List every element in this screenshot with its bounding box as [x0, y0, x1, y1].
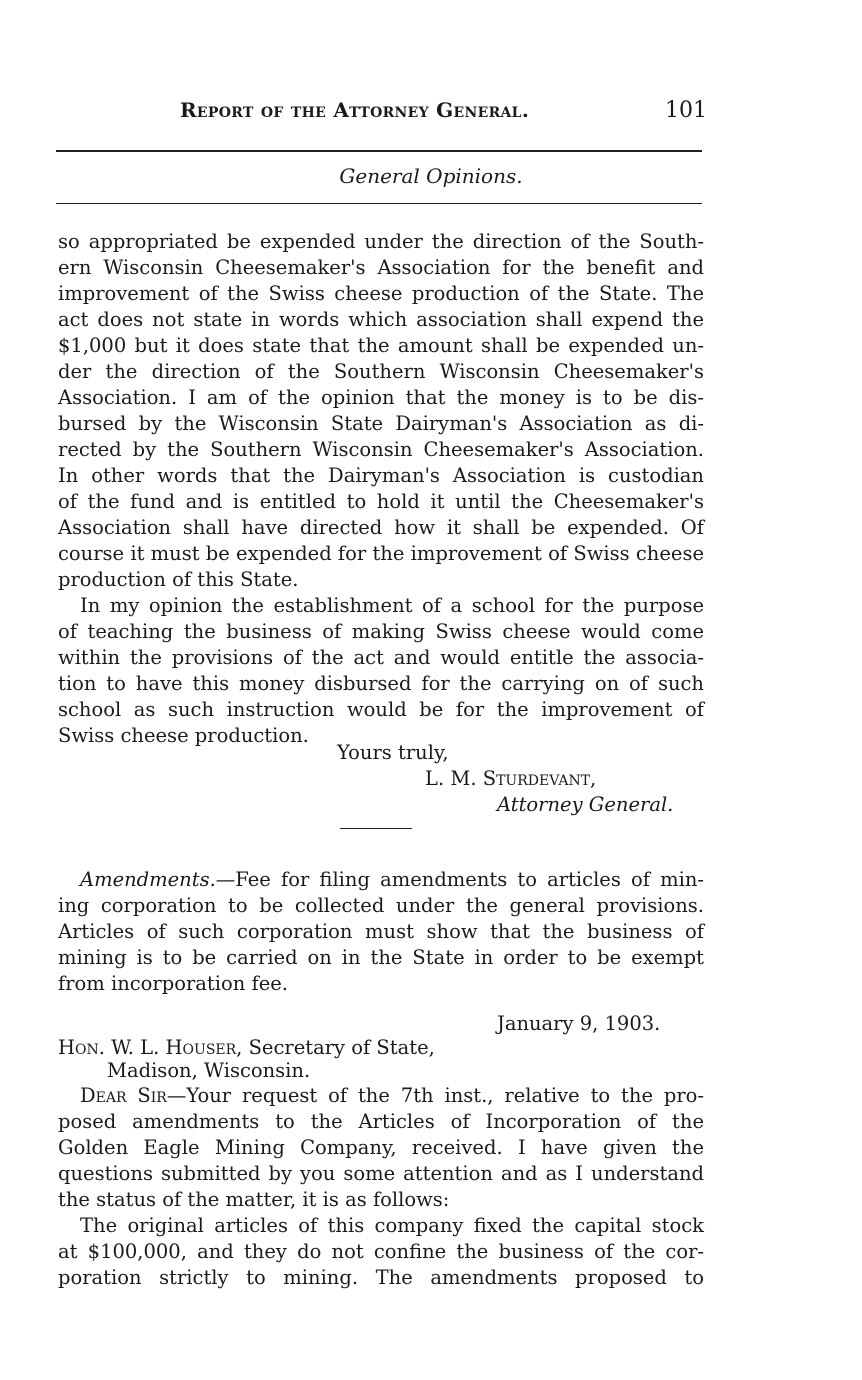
text-line: mining is to be carried on in the State in order to be exempt	[58, 946, 704, 969]
text-line: poration strictly to mining. The amendments proposed to	[58, 1266, 704, 1289]
text-line: production of this State.	[58, 568, 299, 591]
header-rule-top	[56, 150, 702, 152]
text-line: Articles of such corporation must show that the business of	[58, 920, 704, 943]
text-line: The original articles of this company fixed the capital stock	[80, 1214, 704, 1237]
letter-addressee: Hon. W. L. Houser, Secretary of State,	[58, 1036, 435, 1059]
letter-address: Madison, Wisconsin.	[107, 1059, 311, 1082]
letter-paragraph-2	[58, 1213, 704, 1291]
text-line: Swiss cheese production.	[58, 724, 309, 747]
letter-date: January 9, 1903.	[497, 1012, 661, 1035]
salutation: Dear Sir	[80, 1084, 167, 1107]
text-line: course it must be expended for the improvement of Swiss cheese	[58, 542, 704, 565]
text-line: rected by the Southern Wisconsin Cheesemaker's Association.	[58, 438, 704, 461]
text-line: In my opinion the establishment of a school for the purpose	[80, 594, 704, 617]
text-line: questions submitted by you some attention and as I understand	[58, 1162, 704, 1185]
text-line: of the fund and is entitled to hold it until the Cheesemaker's	[58, 490, 704, 513]
text-line: tion to have this money disbursed for the carrying on of such	[58, 672, 704, 695]
text-line: Association. I am of the opinion that the money is to be dis-	[58, 386, 704, 409]
text-line: so appropriated be expended under the direction of the South-	[58, 230, 704, 253]
signature-initials: L. M.	[425, 767, 477, 790]
text-line: In other words that the Dairyman's Association is custodian	[58, 464, 704, 487]
opinion-paragraph-1	[58, 229, 704, 593]
signature-surname: Sturdevant,	[482, 767, 597, 790]
signature-title: Attorney General.	[497, 793, 674, 816]
text-line: Amendments.—Fee for filing amendments to articles of min-	[80, 868, 704, 891]
text-line: bursed by the Wisconsin State Dairyman's Association as di-	[58, 412, 704, 435]
headnote	[58, 867, 704, 997]
text-line: the status of the matter, it is as follows:	[58, 1188, 450, 1211]
text-line: act does not state in words which association shall expend the	[58, 308, 704, 331]
opinion-paragraph-2	[58, 593, 704, 749]
text-line: Dear Sir—Your request of the 7th inst., relative to the pro-	[80, 1084, 704, 1107]
section-title: General Opinions.	[339, 164, 523, 188]
text-line: within the provisions of the act and would entitle the associa-	[58, 646, 704, 669]
text-line: improvement of the Swiss cheese production of the State. The	[58, 282, 704, 305]
header-rule-bottom	[56, 203, 702, 204]
running-title: Report of the Attorney General.	[180, 98, 530, 122]
signature-name	[425, 767, 596, 790]
text-line: school as such instruction would be for the improvement of	[58, 698, 704, 721]
section-divider	[340, 828, 412, 829]
text-line: ing corporation to be collected under the general provisions.	[58, 894, 704, 917]
letter-paragraph-1	[58, 1083, 704, 1213]
text-line: Association shall have directed how it shall be expended. Of	[58, 516, 704, 539]
text-line: posed amendments to the Articles of Incorporation of the	[58, 1110, 704, 1133]
text-line: of teaching the business of making Swiss cheese would come	[58, 620, 704, 643]
text-line: $1,000 but it does state that the amount shall be expended un-	[58, 334, 704, 357]
headnote-label: Amendments.	[80, 868, 216, 891]
text-line: at $100,000, and they do not confine the business of the cor-	[58, 1240, 704, 1263]
text-line: der the direction of the Southern Wisconsin Cheesemaker's	[58, 360, 704, 383]
page-number: 101	[665, 98, 707, 123]
text-line: Golden Eagle Mining Company, received. I have given the	[58, 1136, 704, 1159]
closing-salutation: Yours truly,	[337, 741, 449, 764]
text-line: from incorporation fee.	[58, 972, 288, 995]
text-line: ern Wisconsin Cheesemaker's Association for the benefit and	[58, 256, 704, 279]
